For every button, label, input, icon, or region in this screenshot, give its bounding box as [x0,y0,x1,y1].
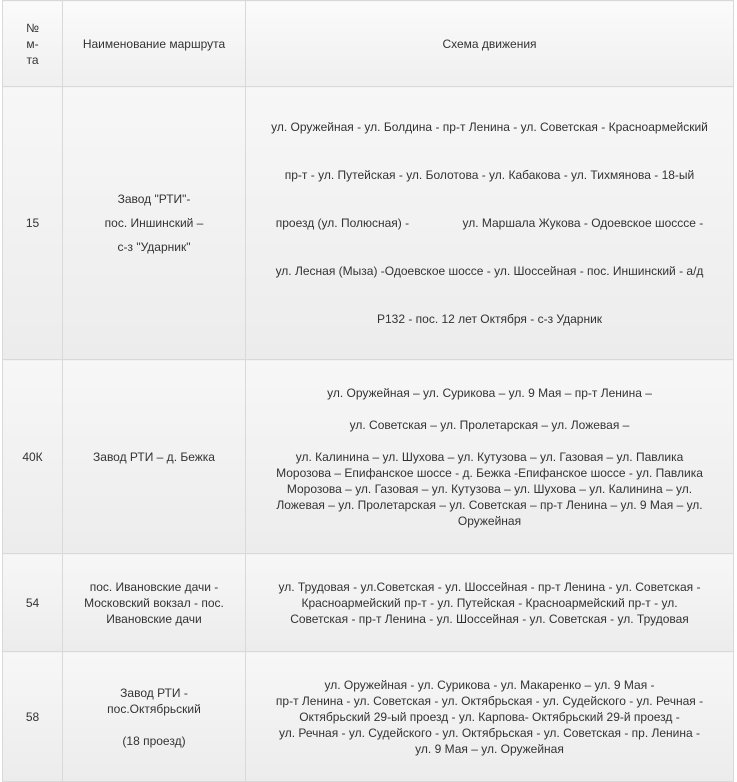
table-row [3,360,734,554]
route-scheme-line: пр-т Ленина - ул. Советская - ул. Октябрьская - ул. Судейского - ул. Речная - [275,693,704,708]
route-scheme-line: ул. Лесная (Мыза) -Одоевское шоссе - ул. Шоссейная - пос. Иншинский - а/д [275,264,704,278]
route-number: 40К [22,449,43,464]
header-route-number [3,1,63,87]
route-scheme-cell [246,87,734,360]
route-name-line: Ивановские дачи [106,611,202,626]
route-name-line: с-з "Ударник" [117,240,191,254]
header-route-scheme [246,1,734,87]
route-scheme-line: Красноармейский пр-т - ул. Путейская - Красноармейский пр-т - ул. [301,595,678,610]
route-scheme-line: Советская - пр-т Ленина - ул. Шоссейная - ул. Советская - ул. Трудовая [290,611,689,626]
route-name-cell [63,360,246,554]
routes-table [2,0,734,782]
route-name-line: Завод РТИ - [120,685,188,700]
route-scheme-line: Р132 - пос. 12 лет Октября - с-з Ударник [376,312,603,326]
header-route-name [63,1,246,87]
table-row [3,652,734,782]
route-scheme-line: Оружейная [457,513,522,528]
table-row [3,554,734,652]
route-scheme-line: ул. Оружейная – ул. Сурикова – ул. 9 Мая – пр-т Ленина – [327,385,652,400]
route-scheme-line: Морозова – ул. Газовая – ул. Кутузова – ул. Шухова – ул. Калинина – ул. [286,481,693,496]
route-scheme-line: ул. Калинина – ул. Шухова – ул. Кутузова – ул. Газовая – ул. Павлика [295,449,684,464]
route-number-cell [3,652,63,782]
route-name-line: Завод "РТИ"- [117,192,191,206]
route-scheme-cell [246,360,734,554]
route-number-cell [3,360,63,554]
route-scheme-line: ул. Оружейная - ул. Сурикова - ул. Макаренко – ул. 9 Мая - [324,677,655,692]
route-scheme-line: ул. Оружейная - ул. Болдина - пр-т Ленина - ул. Советская - Красноармейский [271,120,708,134]
route-scheme-line: Октябрьский 29-ый проезд - ул. Карпова- Октябрьский 29-й проезд - [299,709,680,724]
route-scheme-line: Морозова – Епифанское шоссе - д. Бежка -Епифанское шоссе - ул. Павлика [276,465,703,480]
route-scheme-line: Ложевая – ул. Пролетарская – ул. Советская – пр-т Ленина – ул. 9 Мая – ул. [276,497,703,512]
route-name-cell [63,554,246,652]
route-number: 54 [25,595,40,610]
route-name-line: пос. Иншинский – [104,216,204,230]
route-number: 58 [25,709,40,724]
route-number: 15 [25,216,40,230]
route-scheme-line: проезд (ул. Полюсная) - ул. Маршала Жукова - Одоевское шосссе - [275,216,704,230]
route-name-cell [63,652,246,782]
route-scheme-line: ул. 9 Мая – ул. Оружейная [415,741,564,756]
route-name-line: (18 проезд) [122,733,186,748]
route-scheme-cell [246,652,734,782]
route-name-line: Московский вокзал - пос. [84,595,224,610]
route-number-cell [3,554,63,652]
header-route-scheme-label: Схема движения [442,36,537,51]
route-scheme-line: ул. Советская – ул. Пролетарская – ул. Ложевая – [349,417,630,432]
route-number-cell [3,87,63,360]
header-route-name-label: Наименование маршрута [82,36,226,51]
table-row [3,87,734,360]
route-scheme-line: пр-т - ул. Путейская - ул. Болотова - ул. Кабакова - ул. Тихмянова - 18-ый [284,168,695,182]
header-row [3,1,734,87]
header-route-number-label: № м-та [26,20,39,67]
route-name-cell [63,87,246,360]
route-scheme-line: ул. Речная - ул. Судейского - ул. Октябрьская - ул. Советская - пр. Ленина - [278,725,701,740]
route-name-line: пос. Ивановские дачи - [89,579,219,594]
route-name-line: пос.Октябрьский [107,701,201,716]
route-scheme-line: ул. Трудовая - ул.Советская - ул. Шоссейная - пр-т Ленина - ул. Советская - [278,579,701,594]
route-name-line: Завод РТИ – д. Бежка [93,449,215,464]
route-scheme-cell [246,554,734,652]
